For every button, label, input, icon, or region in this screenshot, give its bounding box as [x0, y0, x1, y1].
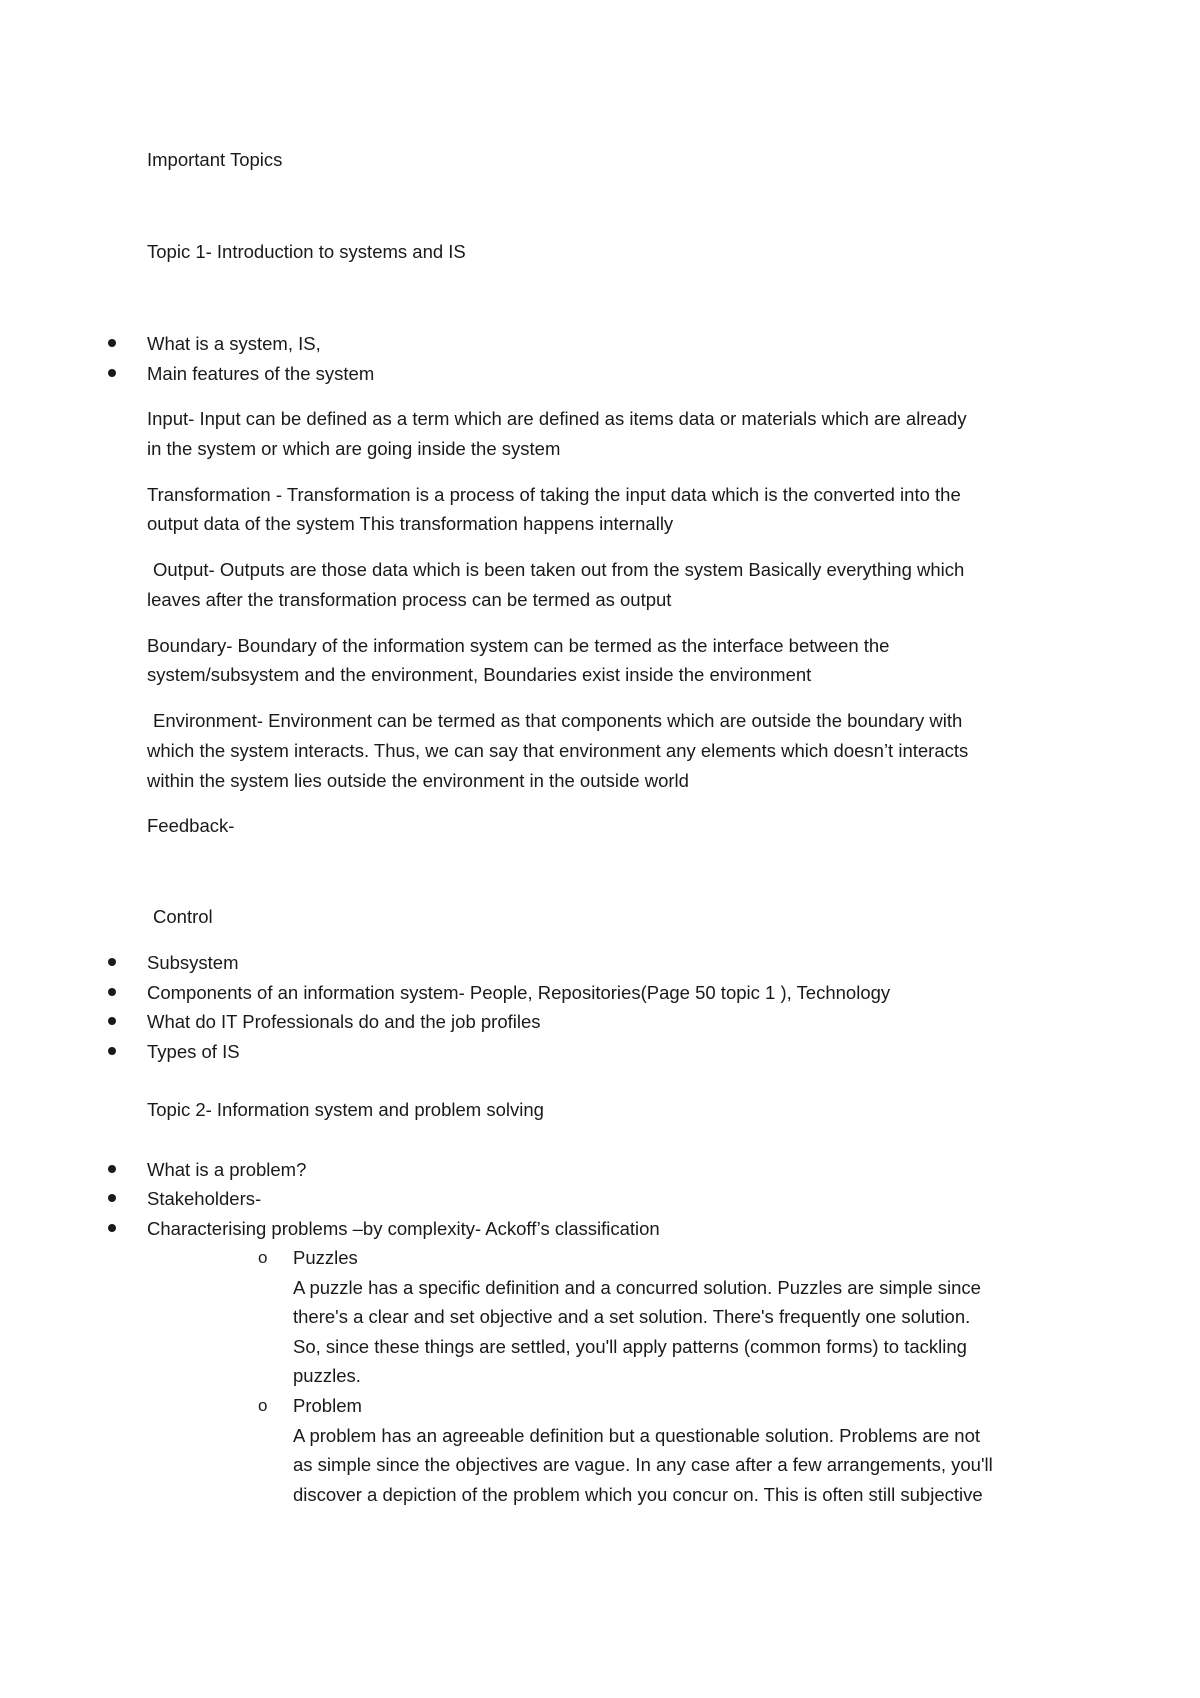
bullet-icon [108, 1165, 116, 1173]
bullet-icon [108, 988, 116, 996]
feature-boundary-line1: Boundary- Boundary of the information system can be termed as the interface between the [147, 635, 890, 656]
problem-text-line2: as simple since the objectives are vague. In any case after a few arrangements, you'll [293, 1454, 993, 1475]
list-item: What do IT Professionals do and the job profiles [147, 1011, 541, 1032]
sub-item-puzzles-label: Puzzles [293, 1247, 358, 1268]
document-title: Important Topics [147, 149, 283, 170]
bullet-icon [108, 369, 116, 377]
sub-bullet-icon: o [258, 1396, 268, 1415]
feature-transformation-line1: Transformation - Transformation is a process of taking the input data which is the converted into the [147, 484, 961, 505]
list-item: Main features of the system [147, 363, 375, 384]
topic1-heading: Topic 1- Introduction to systems and IS [147, 241, 466, 262]
sub-bullet-icon: o [258, 1248, 268, 1267]
topic2-heading: Topic 2- Information system and problem solving [147, 1099, 544, 1120]
puzzles-text-line2: there's a clear and set objective and a set solution. There's frequently one solution. [293, 1306, 971, 1327]
bullet-icon [108, 1017, 116, 1025]
puzzles-text-line3: So, since these things are settled, you'll apply patterns (common forms) to tackling [293, 1336, 967, 1357]
feature-environment-line3: within the system lies outside the environment in the outside world [147, 770, 689, 791]
list-item: Types of IS [147, 1041, 240, 1062]
list-item: Characterising problems –by complexity- Ackoff’s classification [147, 1218, 660, 1239]
list-item: Subsystem [147, 952, 239, 973]
feature-output-line1: Output- Outputs are those data which is been taken out from the system Basically everything which [153, 559, 965, 580]
bullet-icon [108, 958, 116, 966]
feature-environment-line2: which the system interacts. Thus, we can say that environment any elements which doesn’t interacts [147, 740, 969, 761]
list-item: What is a system, IS, [147, 333, 321, 354]
bullet-icon [108, 1224, 116, 1232]
bullet-icon [108, 1194, 116, 1202]
problem-text-line3: discover a depiction of the problem which you concur on. This is often still subjective [293, 1484, 983, 1505]
puzzles-text-line4: puzzles. [293, 1365, 361, 1386]
problem-text-line1: A problem has an agreeable definition but a questionable solution. Problems are not [293, 1425, 981, 1446]
feature-feedback: Feedback- [147, 815, 235, 836]
feature-environment-line1: Environment- Environment can be termed as that components which are outside the boundary with [153, 710, 963, 731]
bullet-icon [108, 1047, 116, 1055]
feature-transformation-line2: output data of the system This transformation happens internally [147, 513, 674, 534]
puzzles-text-line1: A puzzle has a specific definition and a concurred solution. Puzzles are simple since [293, 1277, 981, 1298]
feature-input-line2: in the system or which are going inside the system [147, 438, 561, 459]
feature-control: Control [153, 906, 213, 927]
bullet-icon [108, 339, 116, 347]
list-item: Stakeholders- [147, 1188, 262, 1209]
feature-output-line2: leaves after the transformation process can be termed as output [147, 589, 672, 610]
list-item: What is a problem? [147, 1159, 307, 1180]
feature-input-line1: Input- Input can be defined as a term which are defined as items data or materials which are already [147, 408, 967, 429]
feature-boundary-line2: system/subsystem and the environment, Boundaries exist inside the environment [147, 664, 812, 685]
sub-item-problem-label: Problem [293, 1395, 362, 1416]
list-item: Components of an information system- People, Repositories(Page 50 topic 1 ), Technology [147, 982, 891, 1003]
